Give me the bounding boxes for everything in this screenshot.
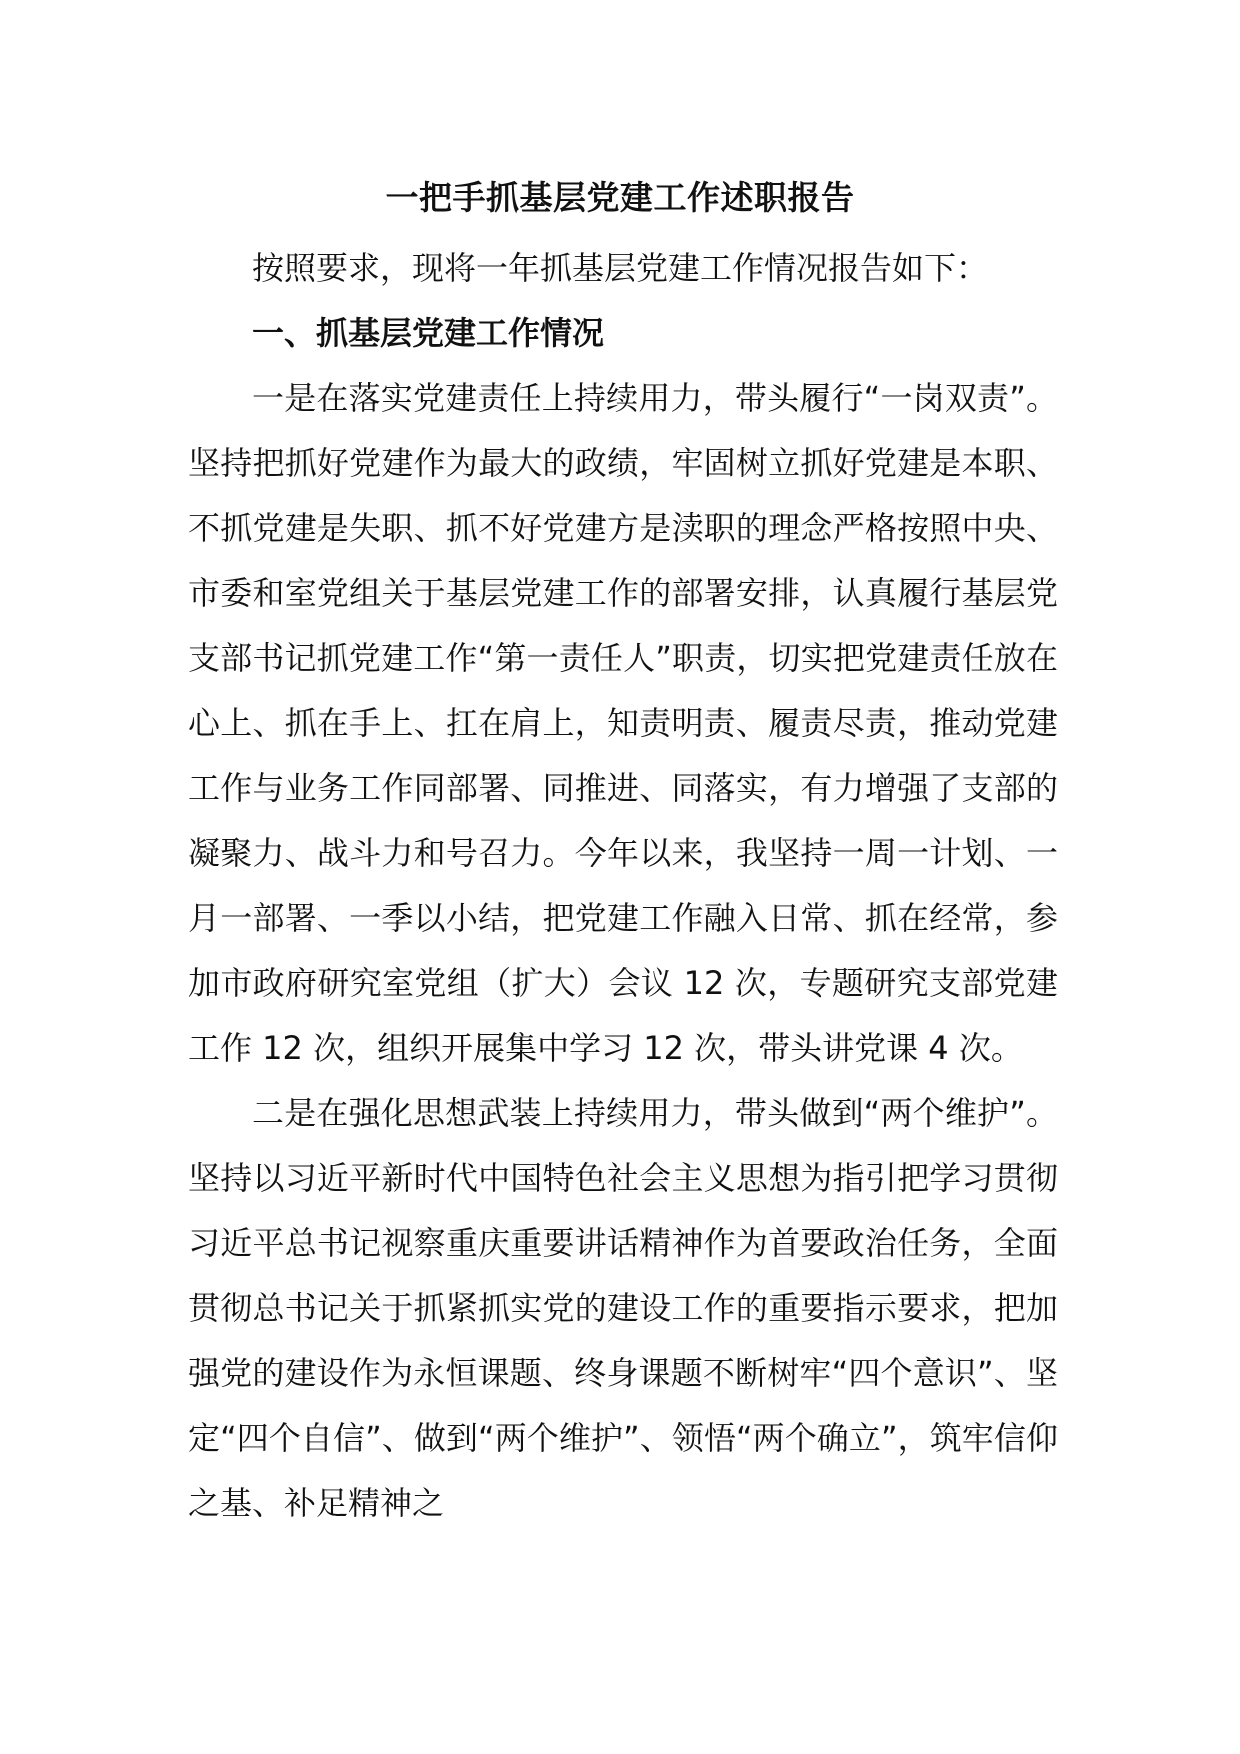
body-paragraph-2: 二是在强化思想武装上持续用力，带头做到“两个维护”。坚持以习近平新时代中国特色社会主义思想为指引把学习贯彻习近平总书记视察重庆重要讲话精神作为首要政治任务，全面贯彻总书记关于抓紧抓实党的建设工作的重要指示要求，把加强党的建设作为永恒课题、终身课题不断树牢“四个意识”、坚定“四个自信”、做到“两个维护”、领悟“两个确立”，筑牢信仰之基、补足精神之	[188, 1094, 1058, 1522]
intro-paragraph: 按照要求，现将一年抓基层党建工作情况报告如下：	[252, 249, 989, 287]
document-body	[188, 236, 1058, 1536]
section-heading: 一、抓基层党建工作情况	[252, 314, 605, 352]
document-title: 一把手抓基层党建工作述职报告	[385, 178, 855, 217]
body-paragraph-1: 一是在落实党建责任上持续用力，带头履行“一岗双责”。坚持把抓好党建作为最大的政绩，牢固树立抓好党建是本职、不抓党建是失职、抓不好党建方是渎职的理念严格按照中央、市委和室党组关于基层党建工作的部署安排，认真履行基层党支部书记抓党建工作“第一责任人”职责，切实把党建责任放在心上、抓在手上、扛在肩上，知责明责、履责尽责，推动党建工作与业务工作同部署、同推进、同落实，有力增强了支部的凝聚力、战斗力和号召力。今年以来，我坚持一周一计划、一月一部署、一季以小结，把党建工作融入日常、抓在经常，参加市政府研究室党组（扩大）会议 12 次，专题研究支部党建工作 12 次，组织开展集中学习 12 次，带头讲党课 4 次。	[188, 379, 1058, 1067]
